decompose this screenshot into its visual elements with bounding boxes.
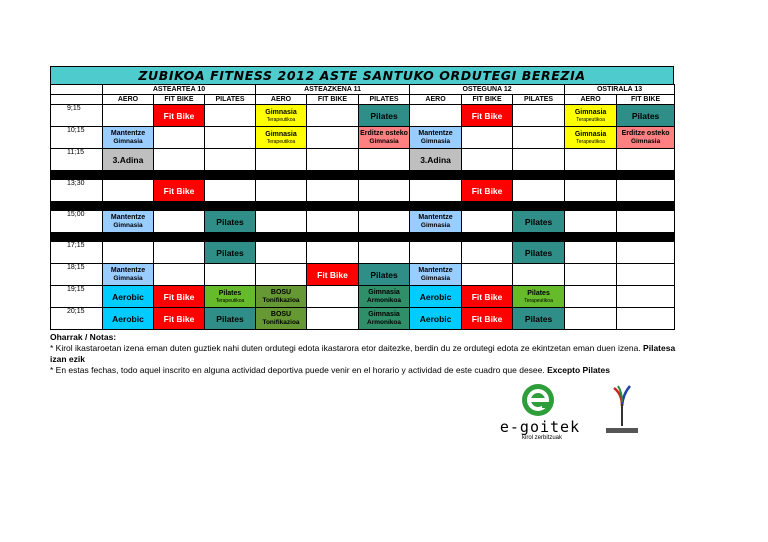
time-slot-row [51, 127, 675, 149]
time-slot-row [51, 308, 675, 330]
time-cell: 13;30 [51, 180, 103, 202]
class-label: Pilates [631, 110, 660, 121]
time-cell: 10;15 [51, 127, 103, 149]
activity-header-row [51, 95, 675, 105]
activity-header: FIT BIKE [154, 95, 205, 105]
day-header: ASTEAZKENA 11 [256, 85, 410, 95]
class-label: Fit Bike [163, 291, 195, 302]
class-cell [410, 308, 462, 330]
class-cell [205, 127, 256, 149]
class-label-line2: Gimnasia [113, 275, 143, 282]
class-label: Pilates [218, 290, 242, 297]
class-label: Aerobic [112, 313, 144, 324]
class-label-line2: Armonikoa [367, 319, 401, 326]
class-sublabel: Terapeutikoa [215, 298, 245, 304]
class-cell [617, 180, 675, 202]
class-cell [359, 180, 410, 202]
class-cell [256, 286, 307, 308]
separator-row [51, 171, 675, 180]
activity-header: AERO [410, 95, 462, 105]
time-slot-row [51, 264, 675, 286]
class-cell [359, 211, 410, 233]
class-cell [410, 264, 462, 286]
class-cell [410, 211, 462, 233]
class-label: Gimnasia [574, 131, 607, 138]
class-label: Gimnasia [574, 109, 607, 116]
class-cell [513, 264, 565, 286]
class-label-line2: Tonifikazioa [262, 297, 300, 304]
activity-header: FIT BIKE [307, 95, 359, 105]
class-cell [256, 180, 307, 202]
time-slot-row [51, 149, 675, 171]
note-basque-text: * Kirol ikastaroetan izena eman duten guztiek nahi duten ordutegi edota ikastarora etor daitezke, berdin du ze ordutegi edota ze ekintzetan eman duen izena. [50, 343, 641, 353]
class-label-line2: Gimnasia [420, 138, 451, 145]
class-cell [103, 149, 154, 171]
class-cell [617, 149, 675, 171]
class-cell [359, 105, 410, 127]
class-cell [205, 242, 256, 264]
class-cell [513, 211, 565, 233]
class-cell [103, 264, 154, 286]
class-cell [565, 242, 617, 264]
class-cell [256, 264, 307, 286]
class-cell [307, 105, 359, 127]
class-sublabel: Terapeutikoa [266, 117, 296, 123]
activity-header: AERO [103, 95, 154, 105]
class-cell [565, 105, 617, 127]
class-cell [154, 105, 205, 127]
class-cell [565, 264, 617, 286]
class-cell [154, 286, 205, 308]
class-cell [462, 127, 513, 149]
class-cell [256, 149, 307, 171]
time-cell: 17;15 [51, 242, 103, 264]
class-cell [359, 149, 410, 171]
class-label: Fit Bike [471, 313, 503, 324]
class-cell [103, 242, 154, 264]
activity-header: PILATES [513, 95, 565, 105]
class-cell [307, 211, 359, 233]
class-cell [462, 286, 513, 308]
class-label-line2: Gimnasia [113, 138, 143, 145]
class-cell [205, 286, 256, 308]
class-label: BOSU [270, 289, 292, 296]
class-cell [103, 308, 154, 330]
time-cell: 18;15 [51, 264, 103, 286]
class-cell [617, 127, 675, 149]
class-cell [359, 286, 410, 308]
class-label: Fit Bike [317, 269, 348, 280]
notes-heading: Oharrak / Notas: [50, 332, 117, 342]
class-label: Pilates [216, 313, 244, 324]
class-label: Fit Bike [163, 185, 195, 196]
class-cell [359, 264, 410, 286]
day-header-row [51, 85, 675, 95]
class-label: Pilates [216, 247, 244, 258]
class-label: Mantentze [110, 214, 146, 221]
class-cell [103, 105, 154, 127]
note-spanish-exception: Excepto Pilates [547, 365, 610, 375]
class-label: Gimnasia [265, 109, 297, 116]
class-cell [103, 211, 154, 233]
class-cell [617, 264, 675, 286]
corner-cell [51, 95, 103, 105]
time-slot-row [51, 180, 675, 202]
class-label: Fit Bike [163, 313, 195, 324]
class-cell [154, 180, 205, 202]
activity-header: AERO [565, 95, 617, 105]
class-cell [617, 242, 675, 264]
class-label: Pilates [524, 247, 553, 258]
class-sublabel: Terapeutikoa [266, 139, 296, 145]
class-label: Pilates [524, 313, 553, 324]
class-cell [256, 308, 307, 330]
class-cell [307, 286, 359, 308]
class-cell [565, 127, 617, 149]
class-cell [205, 180, 256, 202]
class-cell [513, 180, 565, 202]
class-cell [513, 308, 565, 330]
class-label: 3.Adina [112, 154, 144, 165]
class-cell [307, 264, 359, 286]
note-spanish-text: * En estas fechas, todo aquel inscrito en alguna actividad deportiva puede venir en el horario y actividad de este cuadro que desee. [50, 365, 545, 375]
class-cell [565, 211, 617, 233]
class-cell [462, 105, 513, 127]
class-label: Pilates [370, 110, 398, 121]
class-cell [513, 149, 565, 171]
municipal-sports-logo [600, 380, 644, 436]
time-slot-row [51, 105, 675, 127]
class-cell [307, 127, 359, 149]
separator-cell [51, 171, 675, 180]
class-cell [410, 127, 462, 149]
time-cell: 20;15 [51, 308, 103, 330]
class-label: Gimnasia [265, 131, 297, 138]
class-label-line2: Gimnasia [113, 222, 143, 229]
class-label: BOSU [270, 311, 292, 318]
class-label-line2: Gimnasia [420, 275, 451, 282]
class-label: Aerobic [419, 291, 452, 302]
class-cell [256, 211, 307, 233]
class-label-line2: Gimnasia [369, 138, 399, 145]
class-cell [205, 105, 256, 127]
class-cell [617, 286, 675, 308]
time-cell: 15;00 [51, 211, 103, 233]
class-label: 3.Adina [420, 154, 451, 165]
class-label-line2: Gimnasia [630, 138, 661, 145]
class-cell [205, 264, 256, 286]
class-cell [410, 180, 462, 202]
class-cell [154, 127, 205, 149]
class-label: Mantentze [418, 130, 453, 137]
day-header: OSTIRALA 13 [565, 85, 675, 95]
class-cell [513, 127, 565, 149]
time-cell: 11;15 [51, 149, 103, 171]
class-cell [462, 211, 513, 233]
schedule-grid [50, 84, 674, 330]
separator-cell [51, 233, 675, 242]
class-label: Fit Bike [471, 185, 503, 196]
class-cell [513, 242, 565, 264]
class-cell [154, 242, 205, 264]
class-cell [154, 308, 205, 330]
activity-header: AERO [256, 95, 307, 105]
class-label: Gimnasia [368, 289, 400, 296]
class-cell [565, 149, 617, 171]
class-cell [359, 127, 410, 149]
time-slot-row [51, 242, 675, 264]
class-cell [307, 308, 359, 330]
class-cell [462, 264, 513, 286]
class-cell [154, 211, 205, 233]
class-cell [256, 242, 307, 264]
class-label: Pilates [527, 290, 550, 297]
class-cell [513, 286, 565, 308]
notes-section [50, 332, 690, 376]
class-label: Pilates [524, 216, 553, 227]
activity-header: FIT BIKE [617, 95, 675, 105]
class-label: Mantentze [110, 130, 146, 137]
class-cell [410, 149, 462, 171]
class-cell [256, 127, 307, 149]
class-cell [410, 242, 462, 264]
class-label: Aerobic [112, 291, 144, 302]
separator-row [51, 202, 675, 211]
time-cell: 9;15 [51, 105, 103, 127]
schedule-title: ZUBIKOA FITNESS 2012 ASTE SANTUKO ORDUTEGI BEREZIA [50, 66, 674, 84]
class-cell [410, 286, 462, 308]
class-cell [154, 264, 205, 286]
torch-emblem-icon [600, 380, 644, 436]
separator-row [51, 233, 675, 242]
class-label: Erditze osteko [360, 130, 408, 137]
time-slot-row [51, 211, 675, 233]
class-label: Erditze osteko [621, 130, 670, 137]
class-cell [103, 286, 154, 308]
class-label: Mantentze [418, 214, 453, 221]
note-basque [50, 343, 690, 365]
class-cell [359, 308, 410, 330]
class-cell [154, 149, 205, 171]
class-cell [617, 308, 675, 330]
class-cell [565, 286, 617, 308]
class-sublabel: Terapeutikoa [576, 117, 605, 123]
class-cell [103, 180, 154, 202]
activity-header: PILATES [359, 95, 410, 105]
class-label-line2: Gimnasia [420, 222, 451, 229]
logo-tagline: kirol zerbitzuak [521, 435, 562, 441]
separator-cell [51, 202, 675, 211]
class-cell [359, 242, 410, 264]
class-label: Aerobic [419, 313, 452, 324]
class-cell [617, 211, 675, 233]
class-cell [462, 180, 513, 202]
class-cell [256, 105, 307, 127]
class-label-line2: Tonifikazioa [262, 319, 300, 326]
time-slot-row [51, 286, 675, 308]
activity-header: FIT BIKE [462, 95, 513, 105]
class-cell [103, 127, 154, 149]
corner-cell [51, 85, 103, 95]
class-label: Mantentze [110, 267, 146, 274]
logo-name: e-goitek [499, 418, 581, 436]
class-label: Gimnasia [368, 311, 400, 318]
class-sublabel: Terapeutikoa [576, 139, 605, 145]
class-cell [307, 180, 359, 202]
class-cell [205, 211, 256, 233]
note-basque-exception: Pilatesa izan ezik [50, 343, 676, 364]
class-cell [565, 180, 617, 202]
note-spanish [50, 365, 690, 376]
class-cell [205, 149, 256, 171]
class-label: Fit Bike [471, 291, 503, 302]
day-header: ASTEARTEA 10 [103, 85, 256, 95]
class-cell [205, 308, 256, 330]
class-cell [513, 105, 565, 127]
class-cell [565, 308, 617, 330]
class-cell [462, 242, 513, 264]
egoitek-logo [500, 382, 580, 444]
class-cell [462, 149, 513, 171]
class-cell [307, 242, 359, 264]
class-cell [462, 308, 513, 330]
activity-header: PILATES [205, 95, 256, 105]
class-cell [617, 105, 675, 127]
class-label: Pilates [216, 216, 244, 227]
class-label: Pilates [370, 269, 398, 280]
class-label-line2: Armonikoa [367, 297, 401, 304]
class-cell [410, 105, 462, 127]
class-label: Fit Bike [163, 110, 195, 121]
class-label: Fit Bike [471, 110, 503, 121]
class-cell [307, 149, 359, 171]
day-header: OSTEGUNA 12 [410, 85, 565, 95]
class-sublabel: Terapeutikoa [524, 298, 553, 304]
time-cell: 19;15 [51, 286, 103, 308]
class-label: Mantentze [418, 267, 453, 274]
